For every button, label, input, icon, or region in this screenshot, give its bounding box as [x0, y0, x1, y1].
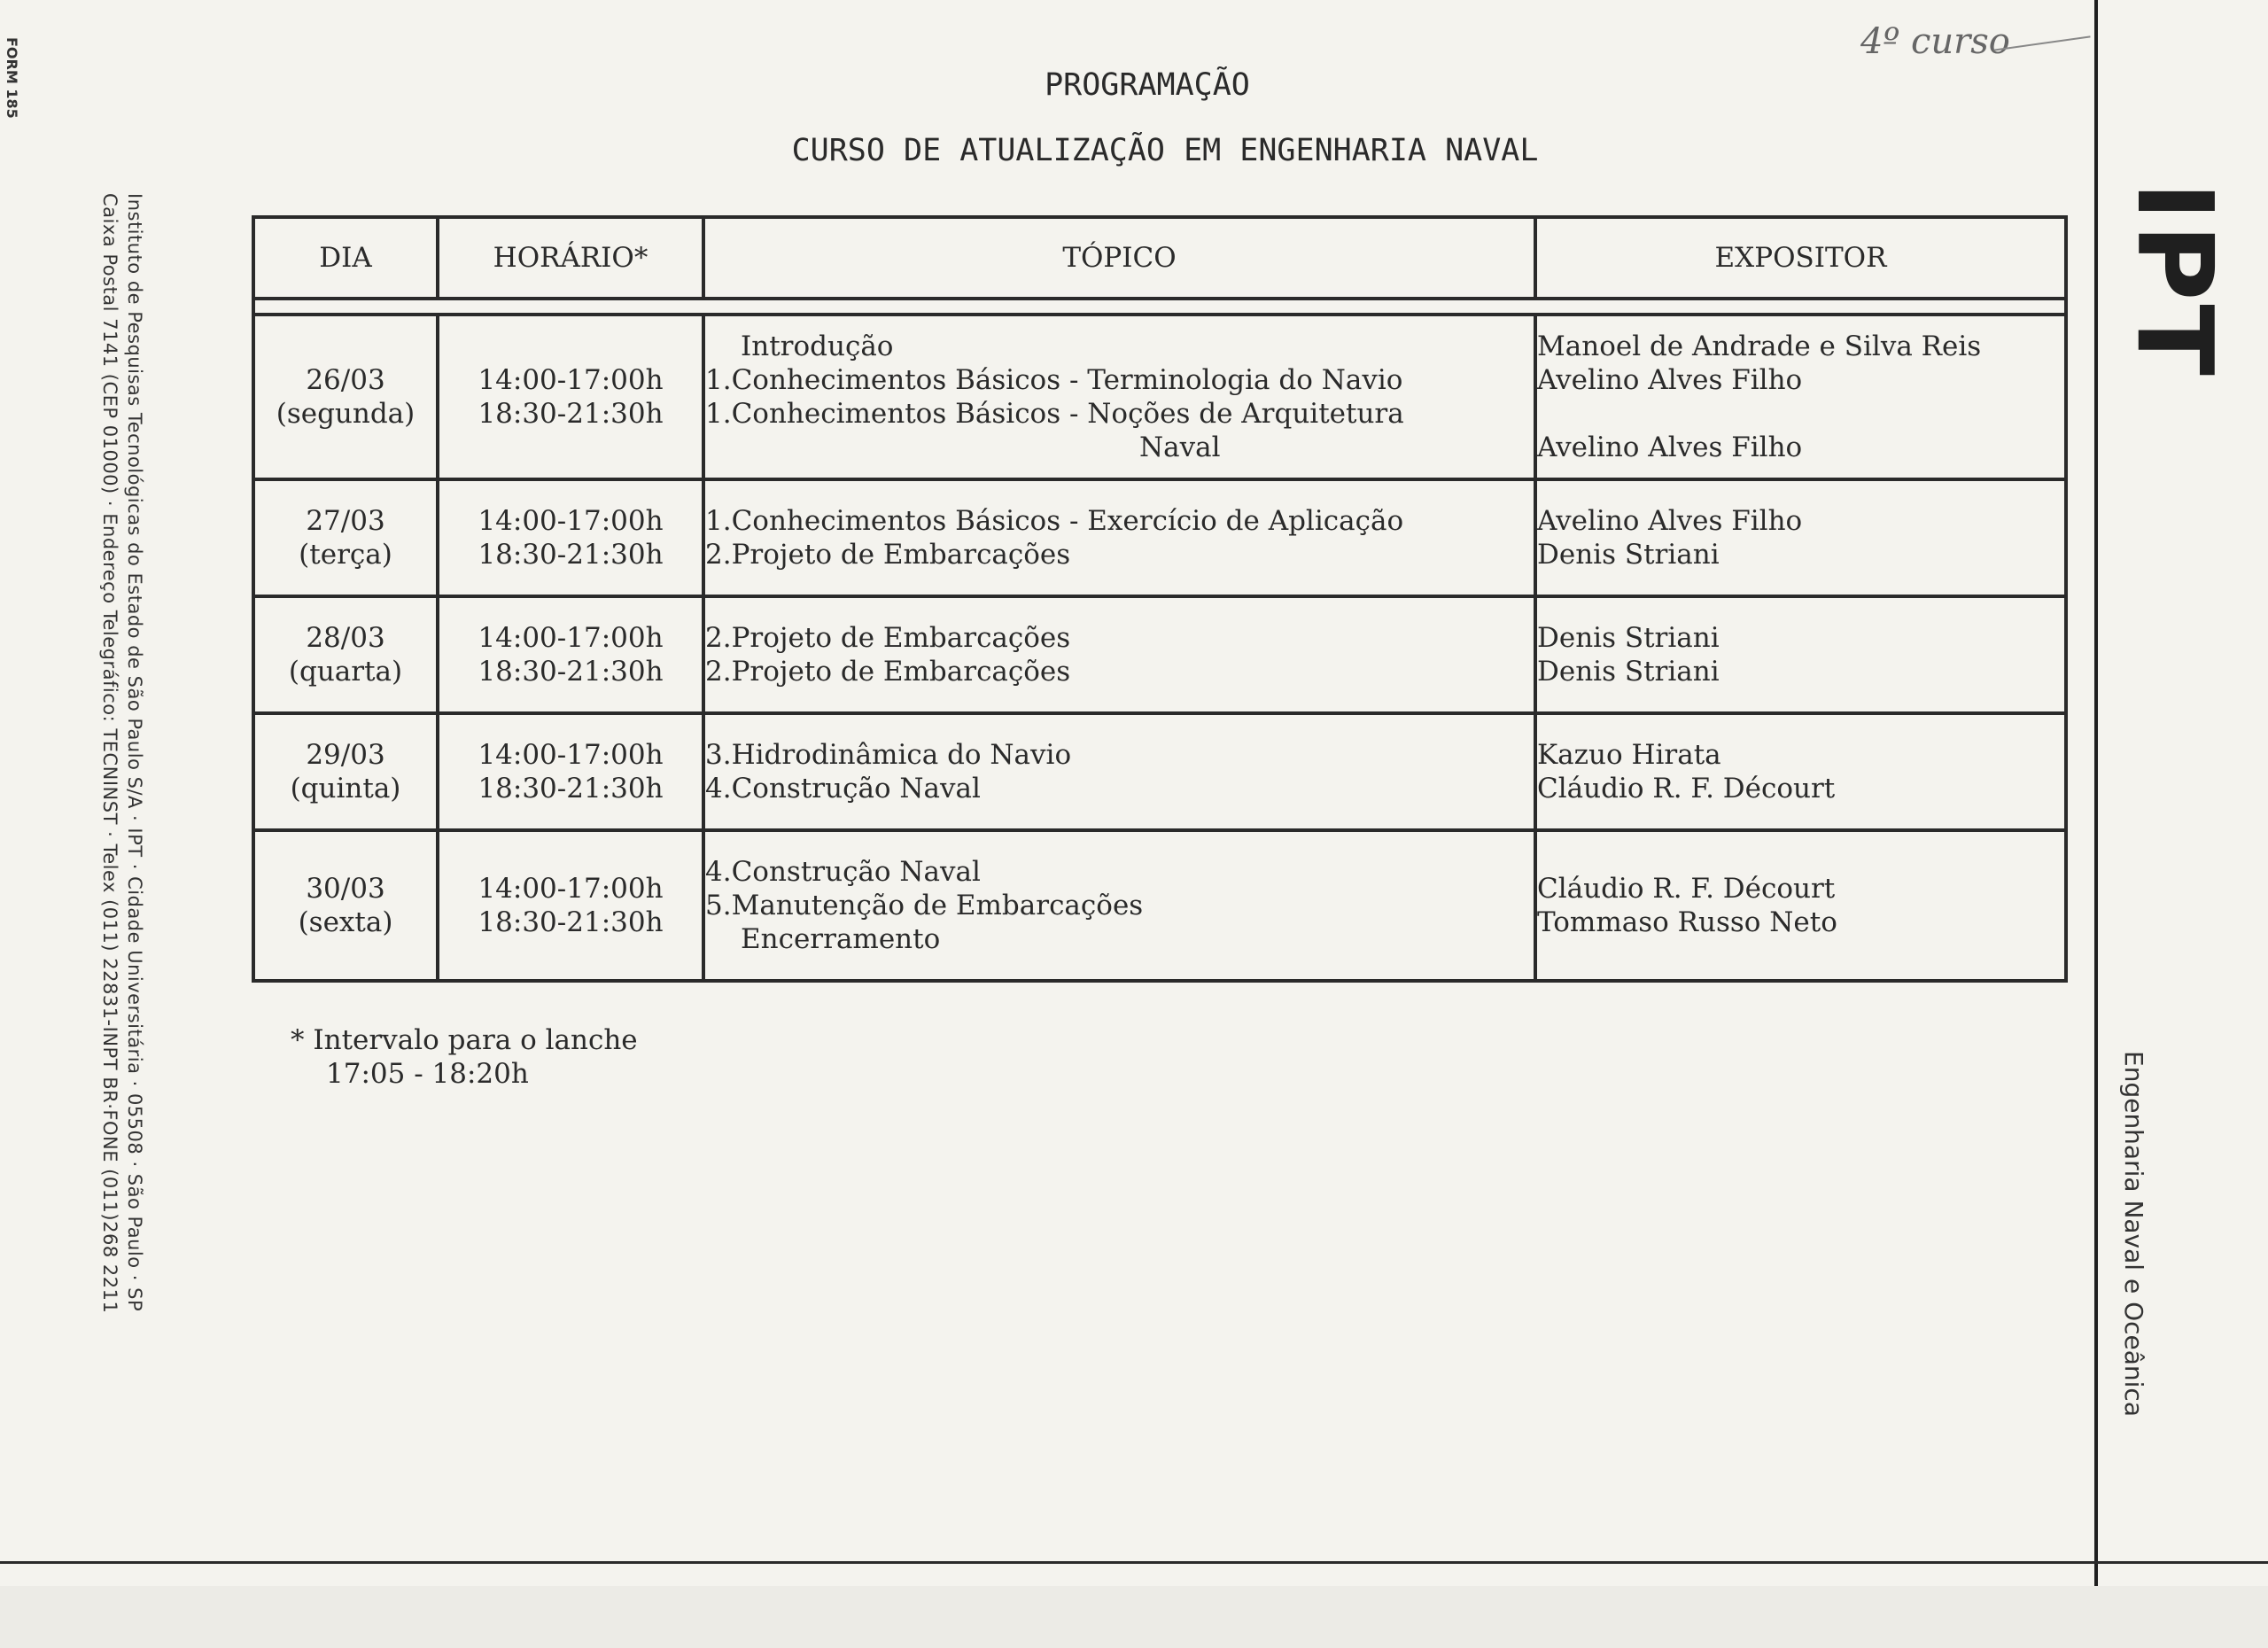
weekday-text: (sexta) [298, 906, 393, 938]
topic-text: 1.Conhecimentos Básicos - Noções de Arquitetura [705, 398, 1404, 430]
topic-text: 1.Conhecimentos Básicos - Exercício de Aplicação [705, 505, 1404, 537]
time-text: 14:00-17:00h [478, 364, 664, 396]
time-text: 18:30-21:30h [478, 773, 664, 805]
topic-text: Introdução [741, 330, 894, 362]
institute-address [97, 193, 147, 1313]
time-text: 14:00-17:00h [478, 739, 664, 771]
time-text: 18:30-21:30h [478, 656, 664, 688]
header-separator [253, 299, 2066, 315]
ipt-logo: IPT [2114, 182, 2236, 379]
table-row [253, 479, 2066, 596]
day-cell [253, 596, 438, 713]
date-text: 28/03 [306, 622, 385, 654]
speaker-cell [1535, 596, 2066, 713]
bottom-horizontal-rule [0, 1561, 2268, 1564]
speaker-text: Avelino Alves Filho [1537, 505, 1803, 537]
footnote [291, 1023, 638, 1091]
column-header-horario: HORÁRIO* [438, 217, 703, 299]
form-code: FORM 185 [4, 37, 20, 119]
weekday-text: (quarta) [288, 656, 403, 688]
weekday-text: (segunda) [276, 398, 416, 430]
speaker-text: Denis Striani [1537, 656, 1720, 688]
footnote-line-2: 17:05 - 18:20h [326, 1058, 529, 1090]
time-cell [438, 315, 703, 479]
time-cell [438, 479, 703, 596]
schedule-table [252, 215, 2068, 983]
topic-text: Naval [1139, 431, 1221, 463]
speaker-cell [1535, 830, 2066, 981]
institute-line-1: Instituto de Pesquisas Tecnológicas do Estado de São Paulo S/A · IPT · Cidade Universitária · 05508 · São Paulo · SP [124, 193, 145, 1312]
time-text: 14:00-17:00h [478, 622, 664, 654]
speaker-text: Avelino Alves Filho [1537, 364, 1803, 396]
topic-text: 4.Construção Naval [705, 773, 981, 805]
time-text: 14:00-17:00h [478, 873, 664, 905]
speaker-text [1537, 397, 2064, 431]
column-header-expositor: EXPOSITOR [1535, 217, 2066, 299]
column-header-dia: DIA [253, 217, 438, 299]
topic-text: 2.Projeto de Embarcações [705, 656, 1071, 688]
time-cell [438, 830, 703, 981]
page-title: PROGRAMAÇÃO [1045, 67, 1250, 103]
topic-cell [703, 596, 1535, 713]
date-text: 26/03 [306, 364, 385, 396]
page-subtitle: CURSO DE ATUALIZAÇÃO EM ENGENHARIA NAVAL [791, 133, 1539, 168]
table-row [253, 713, 2066, 830]
time-text: 18:30-21:30h [478, 539, 664, 571]
table-row [253, 315, 2066, 479]
topic-text: 2.Projeto de Embarcações [705, 539, 1071, 571]
day-cell [253, 713, 438, 830]
date-text: 27/03 [306, 505, 385, 537]
table-row [253, 596, 2066, 713]
scan-background [0, 1586, 2268, 1648]
topic-cell [703, 830, 1535, 981]
department-label: Engenharia Naval e Oceânica [2119, 1051, 2148, 1417]
time-cell [438, 596, 703, 713]
speaker-text: Denis Striani [1537, 539, 1720, 571]
margin-vertical-rule [2094, 0, 2098, 1586]
topic-text: 2.Projeto de Embarcações [705, 622, 1071, 654]
date-text: 30/03 [306, 873, 385, 905]
column-header-topico: TÓPICO [703, 217, 1535, 299]
speaker-cell [1535, 315, 2066, 479]
day-cell [253, 830, 438, 981]
topic-text: 5.Manutenção de Embarcações [705, 890, 1144, 921]
speaker-text: Tommaso Russo Neto [1537, 906, 1837, 938]
speaker-text: Cláudio R. F. Décourt [1537, 873, 1836, 905]
table-row [253, 830, 2066, 981]
topic-cell [703, 479, 1535, 596]
table-header-row [253, 217, 2066, 299]
weekday-text: (terça) [299, 539, 392, 571]
speaker-text: Manoel de Andrade e Silva Reis [1537, 330, 1982, 362]
day-cell [253, 315, 438, 479]
speaker-text: Cláudio R. F. Décourt [1537, 773, 1836, 805]
time-text: 14:00-17:00h [478, 505, 664, 537]
topic-text: 1.Conhecimentos Básicos - Terminologia do Navio [705, 364, 1403, 396]
handwritten-note: 4º curso [1860, 21, 2010, 62]
topic-text: Encerramento [741, 923, 941, 955]
weekday-text: (quinta) [290, 773, 401, 805]
institute-line-2: Caixa Postal 7141 (CEP 01000) · Endereço Telegráfico: TECNINST · Telex (011) 22831-INPT BR·FONE (011)268 2211 [99, 193, 120, 1314]
speaker-cell [1535, 713, 2066, 830]
speaker-text: Avelino Alves Filho [1537, 431, 1803, 463]
topic-cell [703, 713, 1535, 830]
speaker-text: Kazuo Hirata [1537, 739, 1721, 771]
topic-text: 4.Construção Naval [705, 856, 981, 888]
footnote-line-1: * Intervalo para o lanche [291, 1024, 638, 1056]
topic-text: 3.Hidrodinâmica do Navio [705, 739, 1072, 771]
day-cell [253, 479, 438, 596]
speaker-cell [1535, 479, 2066, 596]
speaker-text: Denis Striani [1537, 622, 1720, 654]
time-cell [438, 713, 703, 830]
topic-cell [703, 315, 1535, 479]
date-text: 29/03 [306, 739, 385, 771]
time-text: 18:30-21:30h [478, 398, 664, 430]
time-text: 18:30-21:30h [478, 906, 664, 938]
